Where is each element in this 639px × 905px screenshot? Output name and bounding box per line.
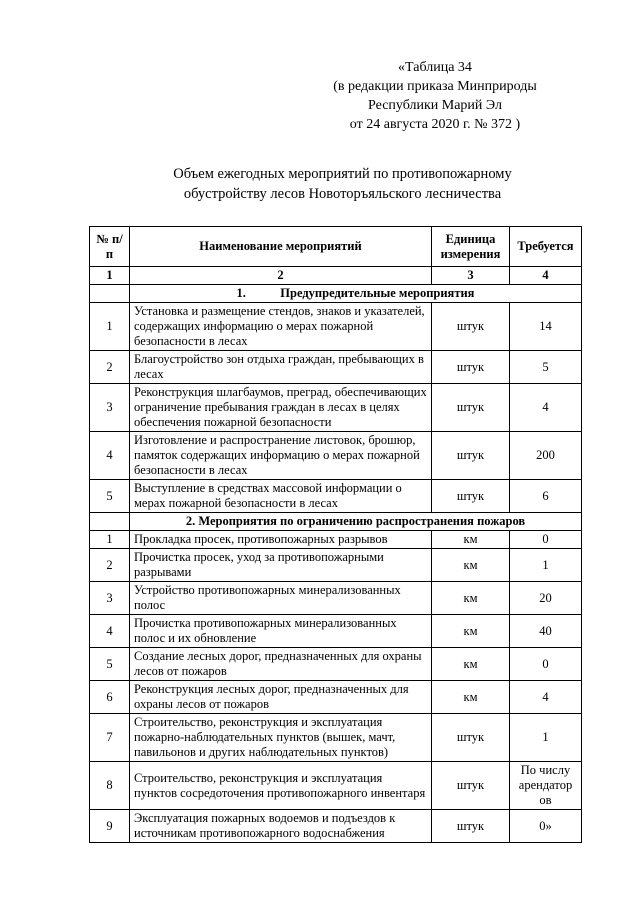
header-row xyxy=(90,227,582,267)
row-name: Устройство противопожарных минерализованных полос xyxy=(130,582,432,615)
row-num: 7 xyxy=(90,714,130,762)
row-value: 6 xyxy=(510,480,582,513)
row-num: 4 xyxy=(90,615,130,648)
section-spacer xyxy=(90,285,130,303)
row-unit: штук xyxy=(432,351,510,384)
colnum-4: 4 xyxy=(510,267,582,285)
colnum-1: 1 xyxy=(90,267,130,285)
row-unit: штук xyxy=(432,762,510,810)
row-unit: км xyxy=(432,582,510,615)
row-unit: км xyxy=(432,531,510,549)
table-row xyxy=(90,714,582,762)
row-name: Строительство, реконструкция и эксплуатация пожарно-наблюдательных пунктов (вышек, мачт, павильонов и других наблюдательных пунктов) xyxy=(130,714,432,762)
row-num: 3 xyxy=(90,384,130,432)
row-unit: км xyxy=(432,681,510,714)
edition-line-2: Республики Марий Эл xyxy=(368,98,502,113)
row-num: 1 xyxy=(90,531,130,549)
table-row xyxy=(90,351,582,384)
row-value: 4 xyxy=(510,384,582,432)
section-title: 2. Мероприятия по ограничению распространения пожаров xyxy=(130,513,582,531)
column-number-row xyxy=(90,267,582,285)
row-num: 1 xyxy=(90,303,130,351)
row-num: 3 xyxy=(90,582,130,615)
table-row xyxy=(90,303,582,351)
edition-line-1: (в редакции приказа Минприроды xyxy=(333,79,537,94)
row-value: 200 xyxy=(510,432,582,480)
row-name: Благоустройство зон отдыха граждан, пребывающих в лесах xyxy=(130,351,432,384)
table-row xyxy=(90,762,582,810)
row-name: Прочистка просек, уход за противопожарными разрывами xyxy=(130,549,432,582)
row-unit: штук xyxy=(432,714,510,762)
table-row xyxy=(90,615,582,648)
row-value: 0» xyxy=(510,810,582,843)
row-value: 4 xyxy=(510,681,582,714)
header-num: № п/п xyxy=(90,227,130,267)
row-value: По числу арендатор ов xyxy=(510,762,582,810)
row-num: 8 xyxy=(90,762,130,810)
section-row xyxy=(90,285,582,303)
row-name: Создание лесных дорог, предназначенных для охраны лесов от пожаров xyxy=(130,648,432,681)
table-row xyxy=(90,531,582,549)
row-num: 4 xyxy=(90,432,130,480)
row-value: 1 xyxy=(510,714,582,762)
row-num: 2 xyxy=(90,549,130,582)
row-value: 5 xyxy=(510,351,582,384)
row-unit: км xyxy=(432,615,510,648)
row-num: 2 xyxy=(90,351,130,384)
table-reference: «Таблица 34 xyxy=(398,60,472,75)
edition-line-3: от 24 августа 2020 г. № 372 ) xyxy=(349,117,521,132)
colnum-2: 2 xyxy=(130,267,432,285)
table-row xyxy=(90,681,582,714)
document-title xyxy=(100,164,585,204)
header-name: Наименование мероприятий xyxy=(130,227,432,267)
colnum-3: 3 xyxy=(432,267,510,285)
measures-table xyxy=(89,226,582,843)
row-num: 9 xyxy=(90,810,130,843)
section-row xyxy=(90,513,582,531)
table-row xyxy=(90,384,582,432)
title-line-1: Объем ежегодных мероприятий по противопожарному xyxy=(173,166,512,182)
row-num: 6 xyxy=(90,681,130,714)
row-num: 5 xyxy=(90,648,130,681)
table-row xyxy=(90,648,582,681)
row-name: Изготовление и распространение листовок, брошюр, памяток содержащих информацию о мерах пожарной безопасности в лесах xyxy=(130,432,432,480)
row-name: Прочистка противопожарных минерализованных полос и их обновление xyxy=(130,615,432,648)
row-name: Реконструкция лесных дорог, предназначенных для охраны лесов от пожаров xyxy=(130,681,432,714)
section-spacer xyxy=(90,513,130,531)
row-value: 1 xyxy=(510,549,582,582)
row-name: Эксплуатация пожарных водоемов и подъездов к источникам противопожарного водоснабжения xyxy=(130,810,432,843)
row-value: 14 xyxy=(510,303,582,351)
row-unit: штук xyxy=(432,432,510,480)
row-name: Реконструкция шлагбаумов, преград, обеспечивающих ограничение пребывания граждан в лесах в целях обеспечения пожарной безопасности xyxy=(130,384,432,432)
row-value: 40 xyxy=(510,615,582,648)
table-row xyxy=(90,810,582,843)
row-name: Установка и размещение стендов, знаков и указателей, содержащих информацию о мерах пожарной безопасности в лесах xyxy=(130,303,432,351)
table-row xyxy=(90,432,582,480)
row-name: Прокладка просек, противопожарных разрывов xyxy=(130,531,432,549)
row-unit: км xyxy=(432,648,510,681)
row-name: Строительство, реконструкция и эксплуатация пунктов сосредоточения противопожарного инвентаря xyxy=(130,762,432,810)
row-value: 20 xyxy=(510,582,582,615)
title-line-2: обустройству лесов Новоторъяльского лесничества xyxy=(183,186,502,202)
table-row xyxy=(90,582,582,615)
row-value: 0 xyxy=(510,648,582,681)
section-title: 1. Предупредительные мероприятия xyxy=(130,285,582,303)
row-unit: штук xyxy=(432,810,510,843)
row-unit: штук xyxy=(432,480,510,513)
table-row xyxy=(90,480,582,513)
row-unit: штук xyxy=(432,384,510,432)
row-value: 0 xyxy=(510,531,582,549)
row-num: 5 xyxy=(90,480,130,513)
table-body xyxy=(90,267,582,843)
row-unit: штук xyxy=(432,303,510,351)
header-unit: Единица измерения xyxy=(432,227,510,267)
document-header xyxy=(300,58,570,134)
table-row xyxy=(90,549,582,582)
header-required: Требуется xyxy=(510,227,582,267)
row-name: Выступление в средствах массовой информации о мерах пожарной безопасности в лесах xyxy=(130,480,432,513)
row-unit: км xyxy=(432,549,510,582)
